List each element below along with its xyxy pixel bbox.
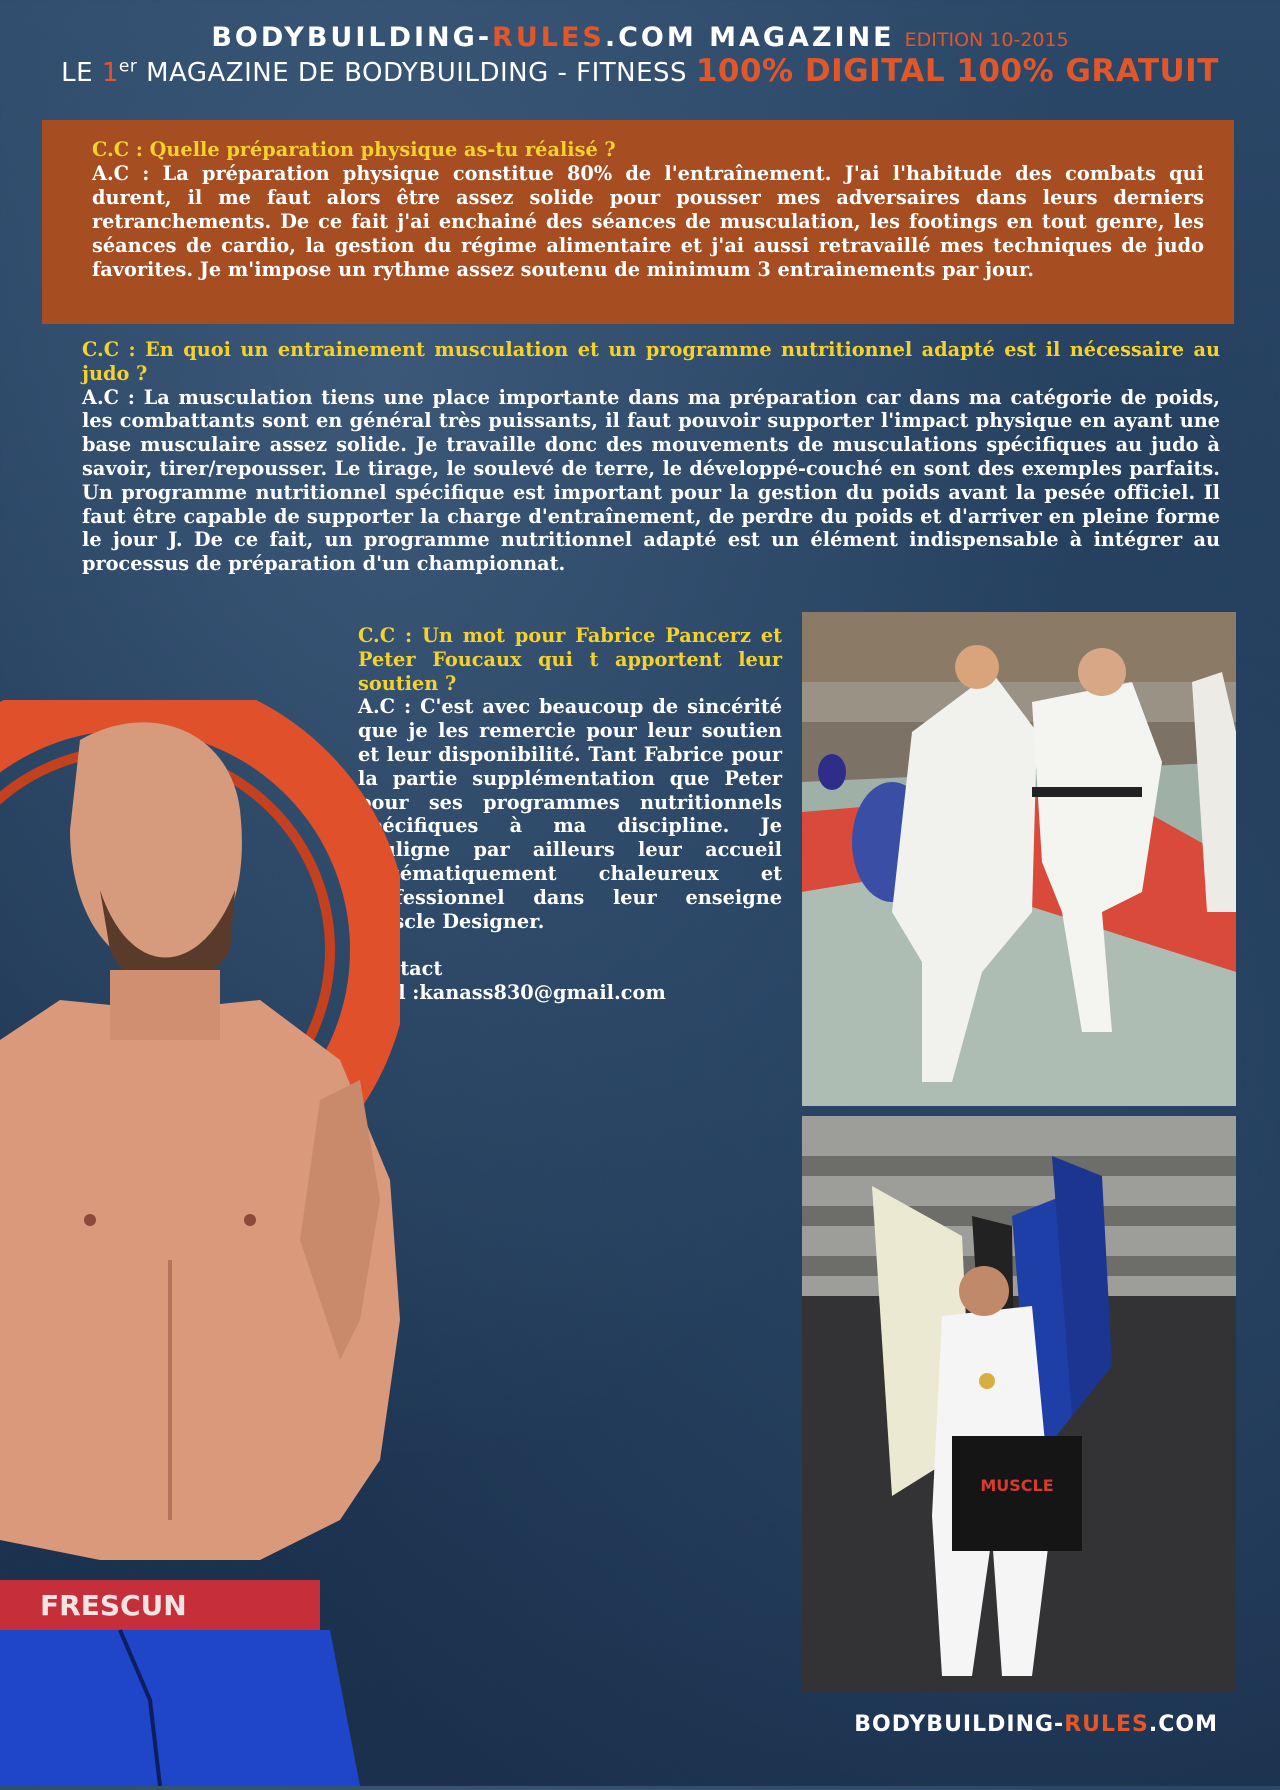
edition-label: EDITION 10-2015 xyxy=(904,29,1069,51)
judo-training-illustration xyxy=(802,612,1236,1106)
qa-training-nutrition xyxy=(82,338,1220,576)
answer-text: A.C : C'est avec beaucoup de sincérité que je les remercie pour leur soutien et leur disponibilité. Tant Fabrice pour la partie supplémentation que Peter pour ses programmes nutritionnels spécifiques à ma discipline. Je souligne par ailleurs leur accueil systématiquement chaleureux et professionnel dans leur enseigne Muscle Designer. xyxy=(358,695,782,933)
footer-brand xyxy=(854,1712,1218,1737)
athlete-portrait xyxy=(0,700,400,1786)
tagline-sup: er xyxy=(118,56,138,77)
question-text: C.C : Quelle préparation physique as-tu réalisé ? xyxy=(92,138,616,161)
answer-text: A.C : La préparation physique constitue 80% de l'entraînement. J'ai l'habitude des combats qui durent, il me faut alors être assez solide pour pousser mes adversaires dans leurs derniers retranchements. De ce fait j'ai enchainé des séances de musculation, les footings en tout genre, les séances de cardio, la gestion du régime alimentaire et j'ai aussi retravaillé mes techniques de judo favorites. Je m'impose un rythme assez soutenu de minimum 3 entrainements par jour. xyxy=(92,162,1204,281)
question-text: C.C : En quoi un entrainement musculation et un programme nutritionnel adapté est il nécessaire au judo ? xyxy=(82,338,1220,385)
waistband-logo: FRESCUN xyxy=(40,1589,187,1622)
magazine-header xyxy=(0,22,1280,89)
tagline-text: MAGAZINE DE BODYBUILDING - FITNESS xyxy=(137,58,696,88)
footer-suffix: .COM xyxy=(1148,1712,1218,1737)
medal-ceremony-photo xyxy=(802,1116,1236,1692)
contact-label: Contact xyxy=(358,957,443,981)
tagline xyxy=(0,53,1280,89)
brand-suffix: .COM MAGAZINE xyxy=(604,22,895,53)
athlete-illustration xyxy=(0,700,400,1786)
judo-training-photo xyxy=(802,612,1236,1106)
shirt-logo: MUSCLE xyxy=(980,1476,1054,1495)
qa-sponsors xyxy=(358,624,782,1005)
question-text: C.C : Un mot pour Fabrice Pancerz et Peter Foucaux qui t apportent leur soutien ? xyxy=(358,624,782,695)
qa-physical-prep xyxy=(42,120,1234,324)
answer-text: A.C : La musculation tiens une place importante dans ma préparation car dans ma catégorie de poids, les combattants sont en général très puissants, il faut pouvoir supporter l'impact physique en ayant une base musculaire assez solide. Je travaille donc des mouvements de musculations spécifiques au judo à savoir, tirer/repousser. Le tirage, le soulevé de terre, le développé-couché en sont des exemples parfaits. Un programme nutritionnel spécifique est important pour la gestion du poids avant la pesée officiel. Il faut être capable de supporter la charge d'entraînement, de perdre du poids et d'arriver en pleine forme le jour J. De ce fait, un programme nutritionnel adapté est un élément indispensable à intégrer au processus de préparation d'un championnat. xyxy=(82,385,1220,576)
medal-ceremony-illustration xyxy=(802,1116,1236,1692)
footer-accent: RULES xyxy=(1064,1712,1149,1737)
tagline-number: 1 xyxy=(101,58,119,88)
brand-text: BODYBUILDING- xyxy=(211,22,493,53)
contact-email[interactable]: mail :kanass830@gmail.com xyxy=(358,981,666,1005)
tagline-le: LE xyxy=(61,58,102,88)
masthead xyxy=(0,22,1280,53)
brand-accent: RULES xyxy=(492,22,605,53)
tagline-highlight: 100% DIGITAL 100% GRATUIT xyxy=(695,53,1219,89)
footer-text: BODYBUILDING- xyxy=(854,1712,1065,1737)
